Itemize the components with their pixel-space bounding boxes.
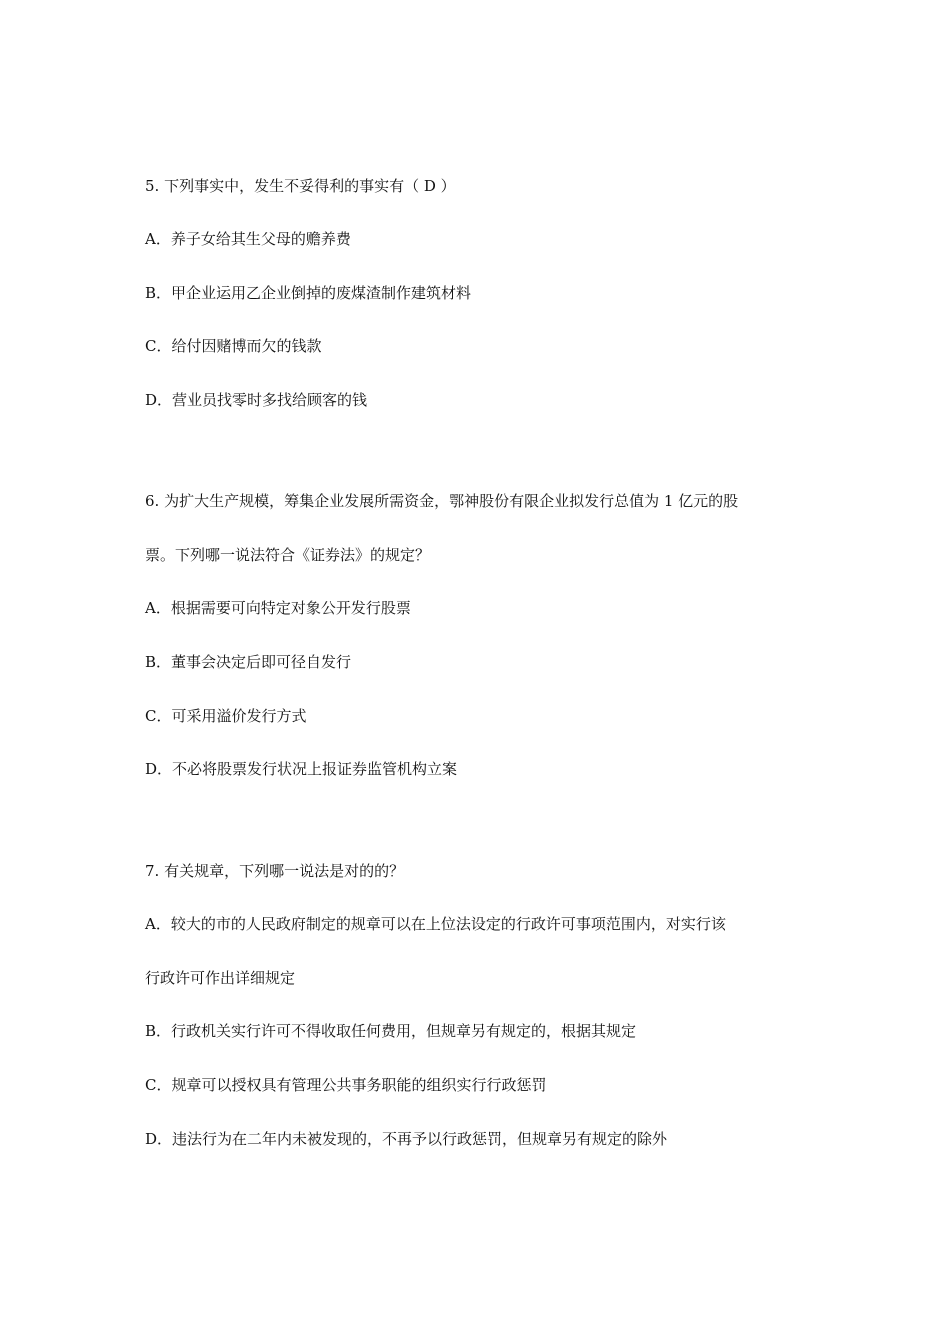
question-6-stem-continued: 票。下列哪一说法符合《证券法》的规定？ xyxy=(145,546,431,564)
question-5-option-c: C．给付因赌博而欠的钱款 xyxy=(145,337,322,355)
question-5-option-d: D．营业员找零时多找给顾客的钱 xyxy=(145,391,368,409)
question-7-option-a: A．较大的市的人民政府制定的规章可以在上位法设定的行政许可事项范围内，对实行该 xyxy=(145,915,726,933)
question-5-option-a: A．养子女给其生父母的赡养费 xyxy=(145,230,351,248)
question-7-option-a-continued: 行政许可作出详细规定 xyxy=(145,969,296,987)
question-7-option-d: D．违法行为在二年内未被发现的，不再予以行政惩罚，但规章另有规定的除外 xyxy=(145,1130,668,1148)
question-6-option-a: A．根据需要可向特定对象公开发行股票 xyxy=(145,599,411,617)
question-7-option-c: C．规章可以授权具有管理公共事务职能的组织实行行政惩罚 xyxy=(145,1076,547,1094)
question-7-stem: 7. 有关规章，下列哪一说法是对的的？ xyxy=(145,862,405,880)
question-6-stem: 6. 为扩大生产规模，筹集企业发展所需资金，鄂神股份有限企业拟发行总值为 1 亿元的股 xyxy=(145,492,739,510)
question-6-option-d: D．不必将股票发行状况上报证券监管机构立案 xyxy=(145,760,458,778)
question-6-option-c: C．可采用溢价发行方式 xyxy=(145,707,307,725)
question-5-option-b: B．甲企业运用乙企业倒掉的废煤渣制作建筑材料 xyxy=(145,284,472,302)
question-7-option-b: B．行政机关实行许可不得收取任何费用，但规章另有规定的，根据其规定 xyxy=(145,1022,637,1040)
question-5-stem: 5. 下列事实中，发生不妥得利的事实有（ D ） xyxy=(145,177,456,195)
question-6-option-b: B．董事会决定后即可径自发行 xyxy=(145,653,352,671)
